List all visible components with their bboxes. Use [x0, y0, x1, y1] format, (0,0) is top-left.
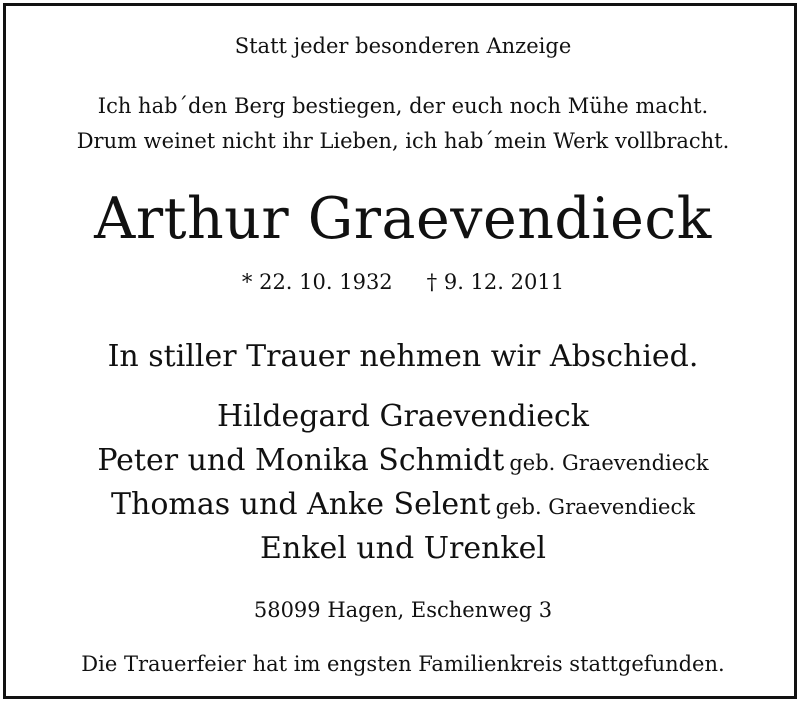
verse-line-2: Drum weinet nicht ihr Lieben, ich hab´mein Werk vollbracht.	[76, 129, 730, 153]
verse-line-1: Ich hab´den Berg bestiegen, der euch noch Mühe macht.	[97, 94, 709, 118]
family-member-name: Hildegard Graevendieck	[217, 399, 589, 434]
death-date: † 9. 12. 2011	[426, 270, 565, 294]
family-member	[6, 531, 800, 566]
obituary-notice	[3, 3, 797, 699]
family-member-name: Enkel und Urenkel	[260, 531, 546, 566]
family-member-maiden-name: geb. Graevendieck	[509, 451, 709, 475]
family-member	[6, 443, 800, 478]
footer-note: Die Trauerfeier hat im engsten Familienkreis stattgefunden.	[81, 652, 725, 676]
family-member-name: Thomas und Anke Selent	[111, 487, 491, 522]
birth-date: * 22. 10. 1932	[241, 270, 393, 294]
mourning-line: In stiller Trauer nehmen wir Abschied.	[107, 339, 699, 374]
family-member	[6, 399, 800, 434]
address: 58099 Hagen, Eschenweg 3	[253, 598, 553, 622]
deceased-name: Arthur Graevendieck	[94, 186, 712, 252]
family-member-name: Peter und Monika Schmidt	[97, 443, 505, 478]
family-member-maiden-name: geb. Graevendieck	[495, 495, 695, 519]
notice-header: Statt jeder besonderen Anzeige	[234, 34, 572, 58]
life-dates	[6, 272, 800, 293]
family-member	[6, 487, 800, 522]
